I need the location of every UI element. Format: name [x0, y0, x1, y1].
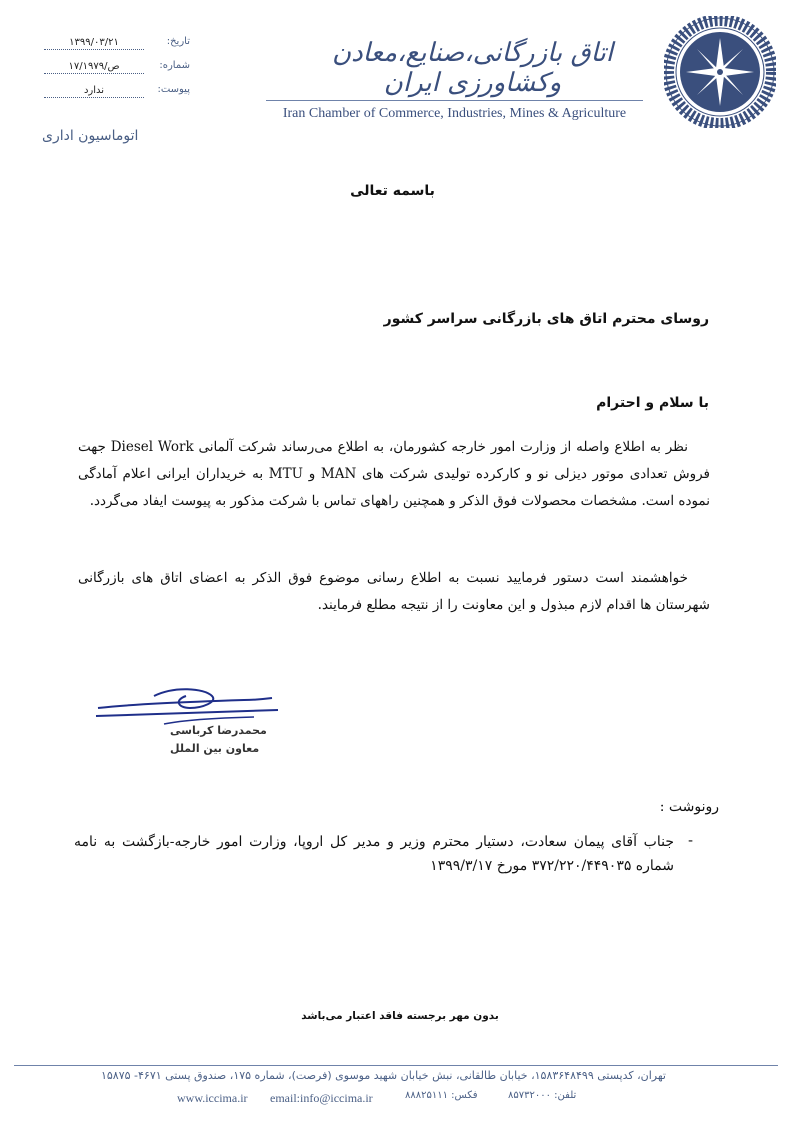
signatory-name: محمدرضا کرباسی — [170, 724, 267, 737]
cc-label: رونوشت : — [659, 799, 719, 815]
brand-name-persian: اتاق بازرگانی،صنایع،معادن وکشاورزی ایران — [331, 38, 614, 98]
paragraph-1 — [78, 434, 710, 546]
number-value: ۱۷/۱۹۷۹/ص — [44, 60, 144, 74]
bismillah: باسمه تعالی — [350, 183, 435, 199]
attachment-value: ندارد — [44, 84, 144, 98]
number-label: شماره: — [159, 60, 190, 71]
footer-website-link[interactable]: www.iccima.ir — [177, 1091, 248, 1105]
date-label: تاریخ: — [166, 36, 190, 47]
brand-name-english: Iran Chamber of Commerce, Industries, Mines & Agriculture — [282, 106, 627, 121]
greeting: با سلام و احترام — [596, 395, 709, 411]
paragraph-2-text: خواهشمند است دستور فرمایید نسبت به اطلاع رسانی موضوع فوق الذکر به اعضای اتاق های بازرگانی شهرستان ها اقدام لازم مبذول و این معاونت را از نتیجه مطلع فرمایند. — [78, 570, 710, 613]
cc-text: جناب آقای پیمان سعادت، دستیار محترم وزیر و مدیر کل اروپا، وزارت امور خارجه-بازگشت به نامه شماره ۳۷۲/۲۲۰/۴۴۹۰۳۵ مورخ ۱۳۹۹/۳/۱۷ — [74, 834, 674, 874]
header-divider — [266, 100, 643, 101]
attachment-label: پیوست: — [157, 84, 190, 95]
signatory-title: معاون بین الملل — [170, 742, 260, 755]
date-value: ۱۳۹۹/۰۳/۲۱ — [44, 36, 144, 50]
paragraph-1-text: نظر به اطلاع واصله از وزارت امور خارجه کشورمان، به اطلاع می‌رساند شرکت آلمانی Diesel Work جهت فروش تعدادی موتور دیزلی نو و کارکرده تولیدی شرکت های MAN و MTU به خریداران ایرانی اعلام آمادگی نموده است. مشخصات محصولات فوق الذکر و همچنین راههای تماس با شرکت مذکور به پیوست ایفاد می‌گردد. — [78, 439, 710, 509]
stamp-note: بدون مهر برجسته فاقد اعتبار می‌باشد — [301, 1010, 499, 1022]
footer-tel: تلفن: ۸۵۷۳۲۰۰۰ — [508, 1090, 577, 1101]
paragraph-2 — [78, 565, 710, 621]
iccima-emblem-icon — [664, 16, 776, 128]
office-automation-label: اتوماسیون اداری — [42, 128, 139, 144]
cc-bullet: - — [688, 833, 694, 849]
footer-divider — [14, 1065, 778, 1066]
footer-address: تهران، کدپستی ۱۵۸۳۶۴۸۴۹۹، خیابان طالقانی، نبش خیابان شهید موسوی (فرصت)، شماره ۱۷۵، صندوق پستی ۴۶۷۱- ۱۵۸۷۵ — [100, 1069, 666, 1082]
footer-email-link[interactable]: email:info@iccima.ir — [270, 1091, 373, 1105]
footer-fax: فکس: ۸۸۸۲۵۱۱۱ — [405, 1090, 478, 1101]
date-field — [40, 36, 190, 52]
number-field — [40, 60, 190, 76]
attachment-field — [40, 84, 190, 100]
addressee: روسای محترم اتاق های بازرگانی سراسر کشور — [383, 311, 709, 327]
